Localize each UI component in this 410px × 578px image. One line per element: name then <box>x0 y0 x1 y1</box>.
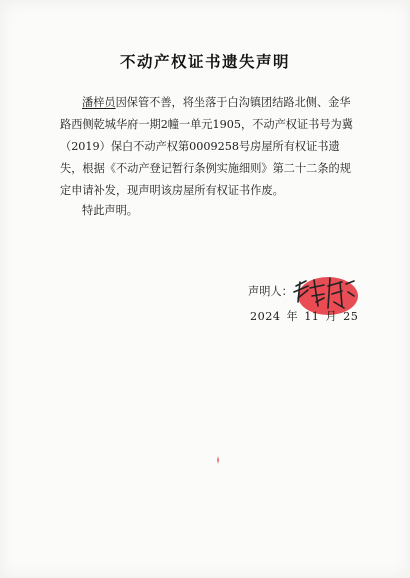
closing-statement: 特此声明。 <box>82 204 138 217</box>
date-year-unit: 年 <box>286 310 299 323</box>
declaration-text: 因保管不善，将坐落于白沟镇团结路北侧、金华路西侧乾城华府一期2幢一单元1905，不动产权证书号为冀（2019）保白不动产权第0009258号房屋所有权证书遗失，根据《不动产登记暂行条例实施细则》第二十二条的规定申请补发，现声明该房屋所有权证书作废。 <box>60 96 353 197</box>
date-year: 2024 <box>250 310 281 323</box>
date-month-unit: 月 <box>325 310 338 323</box>
declaration-paragraph <box>60 92 360 202</box>
declaration-date <box>250 308 364 324</box>
stray-ink-mark-icon <box>215 456 221 464</box>
declarant-name: 潘梓员 <box>82 96 116 109</box>
date-month: 11 <box>304 310 320 323</box>
document-title: 不动产权证书遗失声明 <box>119 53 290 71</box>
signer-label: 声明人： <box>248 285 293 298</box>
declaration-body <box>60 92 360 202</box>
date-day: 25 <box>343 310 359 323</box>
